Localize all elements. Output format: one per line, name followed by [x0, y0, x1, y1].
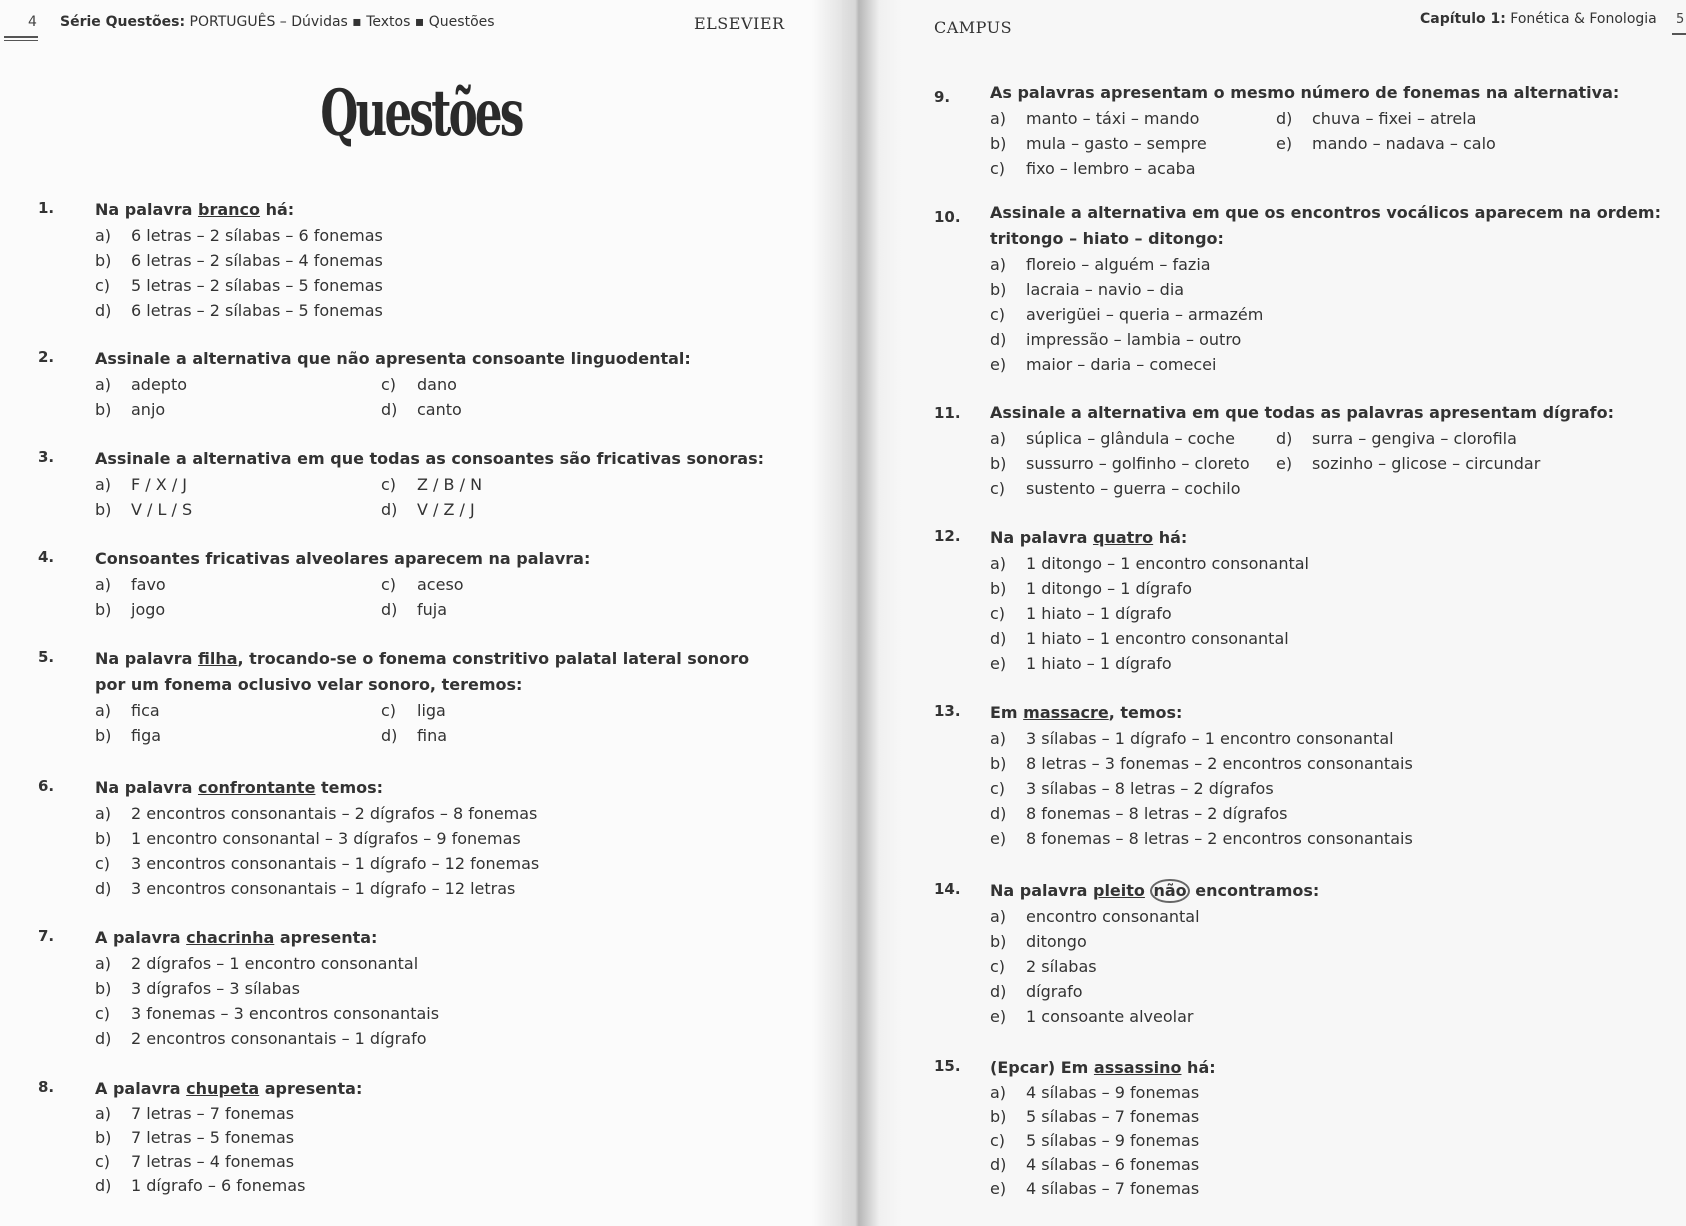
- question-11: [934, 400, 1679, 501]
- question-text: Na palavra branco há:: [95, 200, 295, 219]
- question-number: 6.: [38, 777, 55, 795]
- question-number: 9.: [934, 88, 951, 106]
- underlined-word: filha: [197, 649, 238, 668]
- left-page-number: 4: [28, 14, 37, 30]
- underlined-word: chacrinha: [186, 928, 275, 947]
- question-text: Assinale a alternativa que não apresenta consoante linguodental:: [95, 349, 691, 368]
- option-item: a) 4 sílabas – 9 fonemas: [990, 1083, 1200, 1102]
- option-item: d) 1 hiato – 1 encontro consonantal: [990, 629, 1289, 648]
- question-13: [934, 700, 1679, 851]
- option-item: d) chuva – fixei – atrela: [1276, 109, 1477, 128]
- question-15: [934, 1055, 1679, 1201]
- question-number: 2.: [38, 348, 55, 366]
- underlined-word: confrontante: [197, 778, 316, 797]
- question-text: Assinale a alternativa em que todas as consoantes são fricativas sonoras:: [95, 449, 765, 468]
- underlined-word: branco: [197, 200, 260, 219]
- option-item: e) maior – daria – comecei: [990, 355, 1217, 374]
- option-item: c) liga: [381, 701, 446, 720]
- running-head: [60, 14, 495, 30]
- option-item: a) 7 letras – 7 fonemas: [95, 1104, 295, 1123]
- option-item: b) 1 ditongo – 1 dígrafo: [990, 579, 1193, 598]
- question-text: A palavra chacrinha apresenta:: [95, 928, 378, 947]
- option-item: a) 1 ditongo – 1 encontro consonantal: [990, 554, 1309, 573]
- option-item: b) 5 sílabas – 7 fonemas: [990, 1107, 1200, 1126]
- question-5: [38, 646, 778, 748]
- option-item: b) anjo: [95, 400, 166, 419]
- question-4: [38, 546, 798, 622]
- right-page-number: 5: [1676, 12, 1685, 27]
- header-rule: [4, 36, 38, 38]
- option-item: c) fixo – lembro – acaba: [990, 159, 1196, 178]
- option-item: d) V / Z / J: [381, 500, 475, 519]
- question-number: 13.: [934, 702, 961, 720]
- option-item: b) 3 dígrafos – 3 sílabas: [95, 979, 300, 998]
- option-item: b) 1 encontro consonantal – 3 dígrafos – 9 fonemas: [95, 829, 521, 848]
- option-item: a) favo: [95, 575, 166, 594]
- question-number: 5.: [38, 648, 55, 666]
- option-item: c) 3 fonemas – 3 encontros consonantais: [95, 1004, 440, 1023]
- question-number: 1.: [38, 199, 55, 217]
- option-item: a) encontro consonantal: [990, 907, 1200, 926]
- publisher-elsevier: ELSEVIER: [694, 14, 785, 33]
- option-item: d) fina: [381, 726, 448, 745]
- option-item: c) 2 sílabas: [990, 957, 1097, 976]
- underlined-word: chupeta: [186, 1079, 260, 1098]
- series-label: Série Questões:: [60, 14, 186, 30]
- option-item: d) 2 encontros consonantais – 1 dígrafo: [95, 1029, 427, 1048]
- option-item: d) impressão – lambia – outro: [990, 330, 1242, 349]
- option-item: d) 1 dígrafo – 6 fonemas: [95, 1176, 306, 1195]
- question-text: A palavra chupeta apresenta:: [95, 1079, 363, 1098]
- option-item: b) 8 letras – 3 fonemas – 2 encontros consonantais: [990, 754, 1413, 773]
- option-item: b) mula – gasto – sempre: [990, 134, 1207, 153]
- question-number: 3.: [38, 448, 55, 466]
- option-item: e) 8 fonemas – 8 letras – 2 encontros consonantais: [990, 829, 1413, 848]
- question-2: [38, 346, 798, 422]
- option-item: c) dano: [381, 375, 457, 394]
- option-item: a) súplica – glândula – coche: [990, 429, 1235, 448]
- chapter-title: Fonética & Fonologia: [1510, 11, 1657, 27]
- option-item: b) V / L / S: [95, 500, 193, 519]
- option-item: d) 4 sílabas – 6 fonemas: [990, 1155, 1200, 1174]
- option-item: a) 6 letras – 2 sílabas – 6 fonemas: [95, 226, 383, 245]
- option-item: a) manto – táxi – mando: [990, 109, 1200, 128]
- option-item: d) fuja: [381, 600, 448, 619]
- question-text: Assinale a alternativa em que todas as palavras apresentam dígrafo:: [990, 403, 1615, 422]
- underlined-word: massacre: [1023, 703, 1109, 722]
- series-subtitle: PORTUGUÊS – Dúvidas ▪ Textos ▪ Questões: [189, 14, 495, 30]
- option-item: c) Z / B / N: [381, 475, 483, 494]
- question-14: [934, 878, 1679, 1029]
- question-number: 11.: [934, 404, 961, 422]
- option-item: c) 5 sílabas – 9 fonemas: [990, 1131, 1200, 1150]
- option-item: c) 5 letras – 2 sílabas – 5 fonemas: [95, 276, 383, 295]
- option-item: d) surra – gengiva – clorofila: [1276, 429, 1517, 448]
- question-10: [934, 200, 1679, 377]
- underlined-word: assassino: [1093, 1058, 1182, 1077]
- question-number: 4.: [38, 548, 55, 566]
- header-rule: [1672, 33, 1686, 35]
- question-1: [38, 197, 798, 323]
- option-item: b) jogo: [95, 600, 166, 619]
- option-item: c) 3 encontros consonantais – 1 dígrafo – 12 fonemas: [95, 854, 540, 873]
- question-text: Na palavra filha, trocando-se o fonema constritivo palatal lateral sonoro por um fonema oclusivo velar sonoro, teremos:: [95, 649, 750, 694]
- underlined-word: quatro: [1092, 528, 1154, 547]
- chapter-label: Capítulo 1:: [1420, 11, 1506, 27]
- option-item: a) 2 encontros consonantais – 2 dígrafos – 8 fonemas: [95, 804, 538, 823]
- question-text: Consoantes fricativas alveolares aparecem na palavra:: [95, 549, 591, 568]
- right-page: [842, 0, 1686, 1226]
- question-number: 15.: [934, 1057, 961, 1075]
- option-item: c) aceso: [381, 575, 464, 594]
- book-gutter-shadow: [812, 0, 902, 1226]
- option-item: a) 3 sílabas – 1 dígrafo – 1 encontro consonantal: [990, 729, 1394, 748]
- underlined-word: pleito: [1092, 881, 1145, 900]
- option-item: d) canto: [381, 400, 462, 419]
- page-title: Questões: [320, 76, 522, 151]
- question-12: [934, 525, 1679, 676]
- option-item: e) 1 consoante alveolar: [990, 1007, 1194, 1026]
- question-text: Na palavra confrontante temos:: [95, 778, 384, 797]
- option-item: c) sustento – guerra – cochilo: [990, 479, 1241, 498]
- option-item: c) averigüei – queria – armazém: [990, 305, 1264, 324]
- option-item: b) 6 letras – 2 sílabas – 4 fonemas: [95, 251, 383, 270]
- option-item: a) fica: [95, 701, 160, 720]
- question-text: As palavras apresentam o mesmo número de fonemas na alternativa:: [990, 83, 1620, 102]
- question-9: [934, 80, 1669, 181]
- option-item: d) dígrafo: [990, 982, 1083, 1001]
- question-text: Assinale a alternativa em que os encontros vocálicos aparecem na ordem: tritongo – hiato – ditongo:: [990, 203, 1661, 248]
- circled-word: não: [1150, 879, 1189, 903]
- option-item: b) lacraia – navio – dia: [990, 280, 1185, 299]
- option-item: a) F / X / J: [95, 475, 188, 494]
- question-text: Em massacre, temos:: [990, 703, 1183, 722]
- option-item: a) adepto: [95, 375, 188, 394]
- option-item: d) 3 encontros consonantais – 1 dígrafo – 12 letras: [95, 879, 516, 898]
- option-item: c) 1 hiato – 1 dígrafo: [990, 604, 1172, 623]
- question-number: 12.: [934, 527, 961, 545]
- question-number: 10.: [934, 208, 961, 226]
- option-item: c) 3 sílabas – 8 letras – 2 dígrafos: [990, 779, 1274, 798]
- question-3: [38, 446, 798, 522]
- question-number: 14.: [934, 880, 961, 898]
- option-item: b) figa: [95, 726, 162, 745]
- option-item: b) sussurro – golfinho – cloreto: [990, 454, 1250, 473]
- option-item: a) floreio – alguém – fazia: [990, 255, 1211, 274]
- chapter-header: [1420, 11, 1657, 27]
- option-item: e) sozinho – glicose – circundar: [1276, 454, 1541, 473]
- question-8: [38, 1076, 798, 1198]
- option-item: b) 7 letras – 5 fonemas: [95, 1128, 295, 1147]
- option-item: e) mando – nadava – calo: [1276, 134, 1496, 153]
- header-rule: [4, 40, 38, 41]
- question-text: Na palavra pleito não encontramos:: [990, 878, 1679, 904]
- left-page: [0, 0, 842, 1226]
- option-item: e) 1 hiato – 1 dígrafo: [990, 654, 1172, 673]
- question-number: 8.: [38, 1078, 55, 1096]
- question-text: (Epcar) Em assassino há:: [990, 1058, 1216, 1077]
- option-item: d) 8 fonemas – 8 letras – 2 dígrafos: [990, 804, 1288, 823]
- question-text: Na palavra quatro há:: [990, 528, 1188, 547]
- option-item: e) 4 sílabas – 7 fonemas: [990, 1179, 1200, 1198]
- question-7: [38, 925, 798, 1051]
- option-item: d) 6 letras – 2 sílabas – 5 fonemas: [95, 301, 383, 320]
- option-item: b) ditongo: [990, 932, 1087, 951]
- option-item: c) 7 letras – 4 fonemas: [95, 1152, 295, 1171]
- question-6: [38, 775, 798, 901]
- question-number: 7.: [38, 927, 55, 945]
- publisher-campus: CAMPUS: [934, 18, 1013, 37]
- option-item: a) 2 dígrafos – 1 encontro consonantal: [95, 954, 419, 973]
